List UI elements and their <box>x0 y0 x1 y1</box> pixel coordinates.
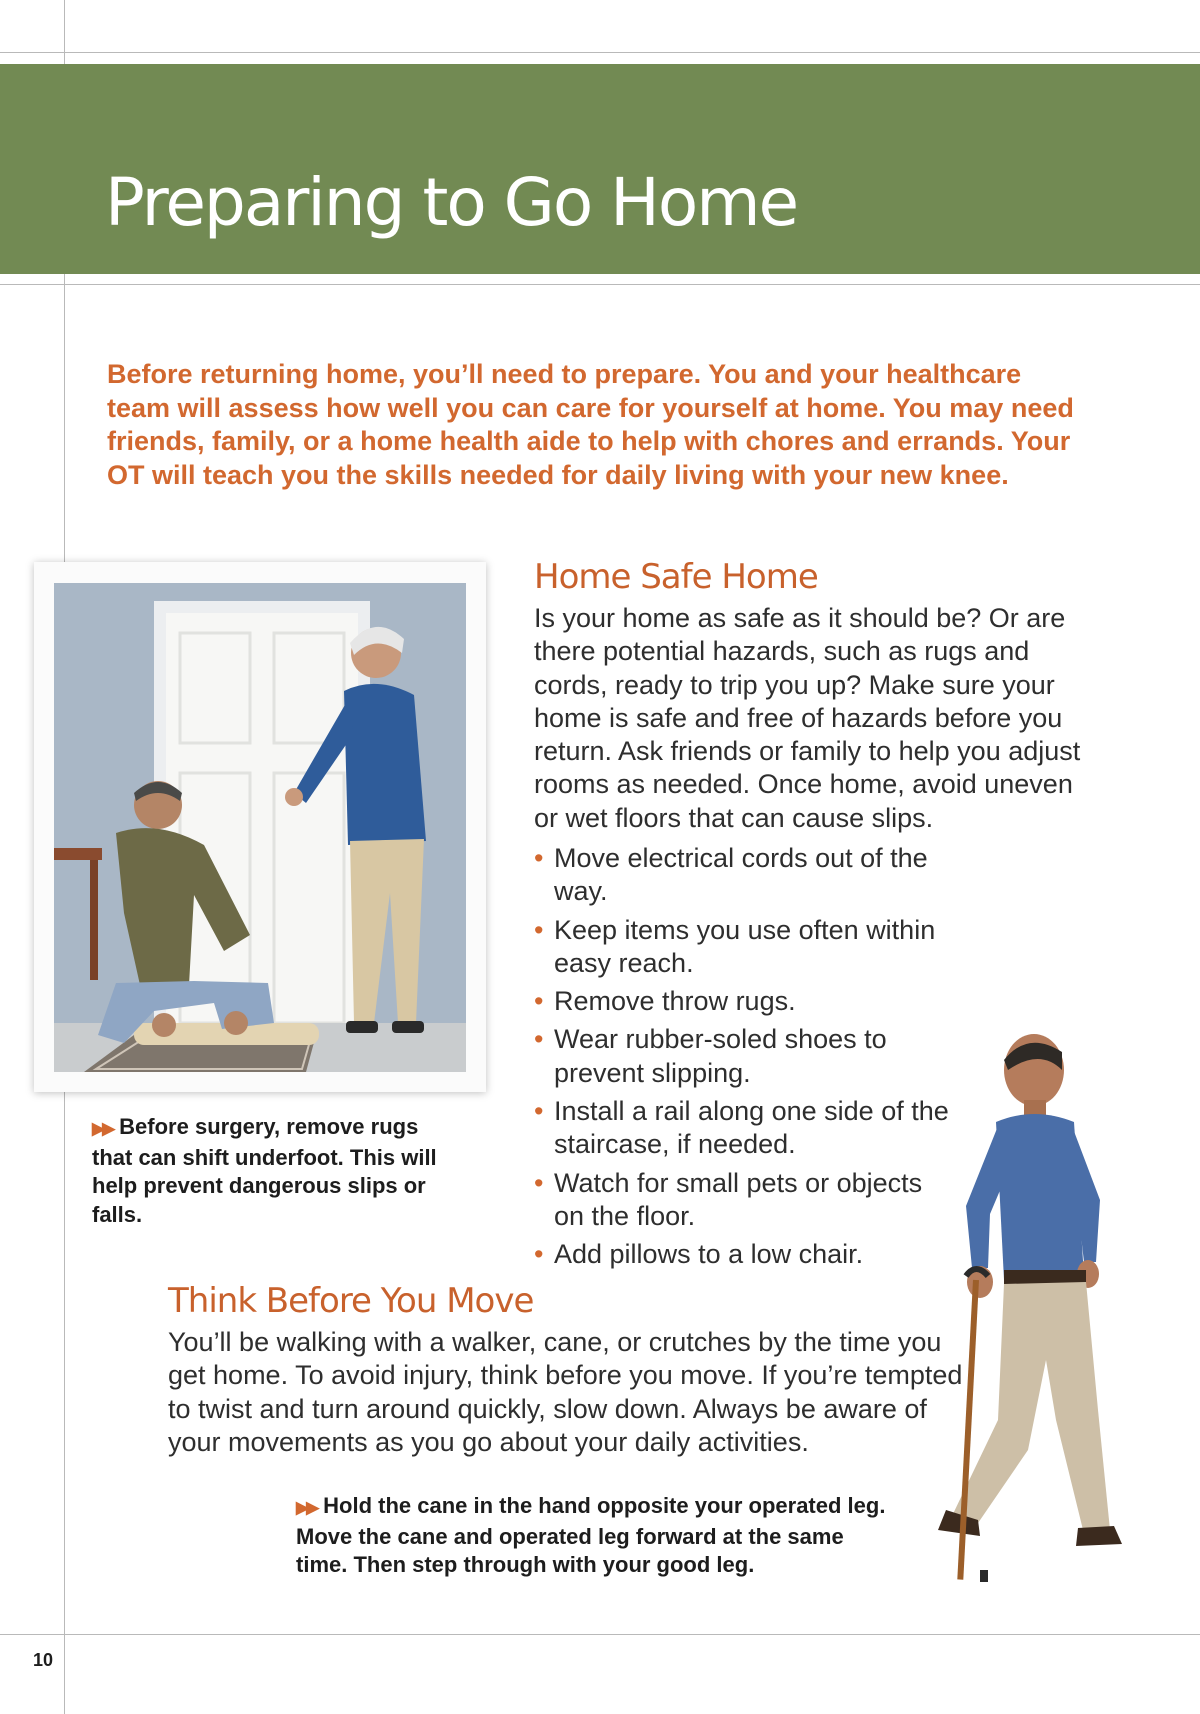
banner-underline <box>0 284 1200 285</box>
list-item: • Watch for small pets or objects on the floor. <box>534 1167 923 1231</box>
bullet-dot-icon: • <box>534 843 544 873</box>
cane-caption <box>296 1492 896 1580</box>
rug-photo-caption-text: Before surgery, remove rugs that can shift underfoot. This will help prevent dangerous slips or falls. <box>92 1114 437 1227</box>
home-safe-heading: Home Safe Home <box>534 557 818 597</box>
cane-caption-text: Hold the cane in the hand opposite your operated leg. Move the cane and operated leg forward at the same time. Then step through with your good leg. <box>296 1493 886 1577</box>
list-item: • Move electrical cords out of the way. <box>534 843 928 907</box>
list-item: • Add pillows to a low chair. <box>534 1238 954 1271</box>
bullet-dot-icon: • <box>534 1024 544 1055</box>
intro-paragraph: Before returning home, you’ll need to prepare. You and your healthcare team will assess how well you can care for yourself at home. You may need friends, family, or a home health aide to help with chores and errands. Your OT will teach you the skills needed for daily living with your new knee. <box>107 359 1074 490</box>
double-arrow-right-icon: ▶▶ <box>92 1119 113 1138</box>
page-title: Preparing to Go Home <box>105 164 798 241</box>
page-number: 10 <box>33 1650 54 1670</box>
list-item: • Remove throw rugs. <box>534 985 954 1018</box>
list-item: • Keep items you use often within easy reach. <box>534 914 936 978</box>
list-item: • Wear rubber-soled shoes to prevent slipping. <box>534 1024 887 1088</box>
man-with-cane-photo <box>928 1030 1128 1600</box>
rug-removal-photo <box>54 583 466 1072</box>
rug-photo-caption <box>92 1113 462 1229</box>
think-body: You’ll be walking with a walker, cane, or crutches by the time you get home. To avoid injury, think before you move. If you’re tempted to twist and turn around quickly, slow down. Always be aware of your movements as you go about your daily activities. <box>168 1327 963 1457</box>
safety-bullet-list <box>534 842 954 1277</box>
bullet-dot-icon: • <box>534 986 544 1017</box>
double-arrow-right-icon: ▶▶ <box>296 1498 317 1517</box>
bullet-dot-icon: • <box>534 1239 544 1270</box>
top-rule <box>0 52 1200 53</box>
home-safe-body: Is your home as safe as it should be? Or are there potential hazards, such as rugs and cords, ready to trip you up? Make sure your home is safe and free of hazards before you return. Ask friends or family to help you adjust rooms as needed. Once home, avoid uneven or wet floors that can cause slips. <box>534 603 1081 833</box>
bullet-dot-icon: • <box>534 914 544 945</box>
bullet-dot-icon: • <box>534 1096 544 1127</box>
bottom-rule <box>0 1634 1200 1635</box>
list-item: • Install a rail along one side of the staircase, if needed. <box>534 1096 949 1160</box>
think-heading: Think Before You Move <box>168 1281 534 1321</box>
bullet-dot-icon: • <box>534 1167 544 1198</box>
